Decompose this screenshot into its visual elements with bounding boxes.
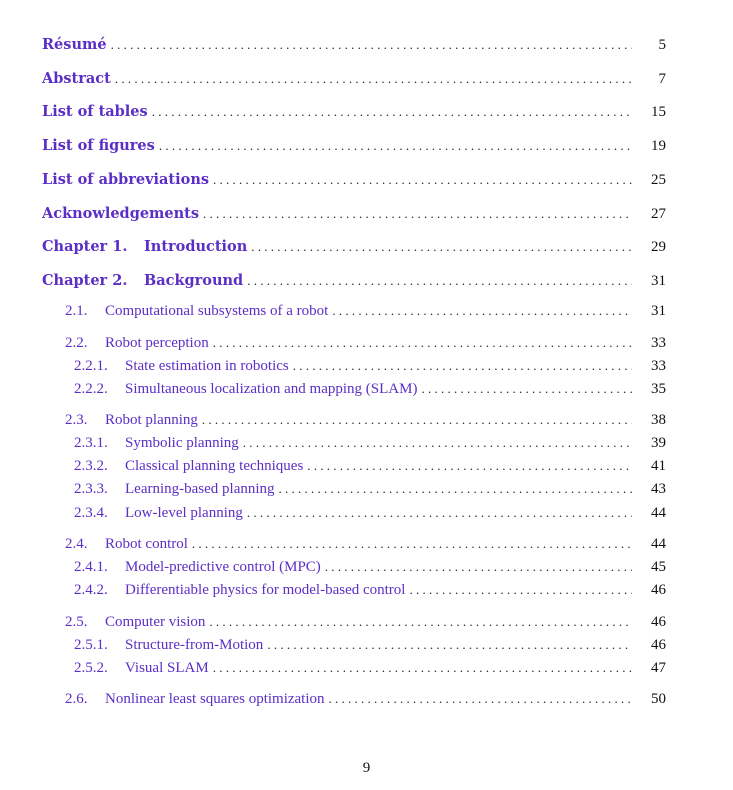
toc-entry-number: 2.3.2. xyxy=(74,458,108,474)
toc-entry[interactable] xyxy=(42,238,666,256)
toc-entry-title: List of abbreviations xyxy=(42,171,210,188)
dot-leader xyxy=(307,458,632,474)
toc-entry-page: 33 xyxy=(651,358,666,374)
toc-entry-number: 2.4.2. xyxy=(74,582,108,598)
toc-entry-title: List of figures xyxy=(42,137,155,154)
dot-leader xyxy=(329,691,632,707)
toc-entry-page: 41 xyxy=(651,458,666,474)
dot-leader xyxy=(115,71,632,87)
toc-entry-page: 7 xyxy=(658,71,666,87)
toc-entry-page: 33 xyxy=(651,335,666,351)
toc-entry-title: Learning-based planning xyxy=(125,481,275,497)
toc-entry[interactable] xyxy=(74,435,666,452)
toc-entry[interactable] xyxy=(65,303,666,320)
toc-entry-title: Background xyxy=(144,272,244,289)
toc-entry-title: List of tables xyxy=(42,103,148,120)
toc-entry-number: 2.3. xyxy=(65,412,88,428)
page-number: 9 xyxy=(362,760,371,776)
toc-entry-page: 46 xyxy=(651,582,666,598)
dot-leader xyxy=(213,335,632,351)
toc-entry-title: Classical planning techniques xyxy=(125,458,304,474)
toc-entry-page: 31 xyxy=(651,303,666,319)
toc-entry-number: 2.2. xyxy=(65,335,88,351)
toc-entry-number: 2.1. xyxy=(65,303,88,319)
toc-entry-number: Chapter 2. xyxy=(42,272,128,289)
toc-entry-number: 2.4.1. xyxy=(74,559,108,575)
toc-entry-number: 2.5.2. xyxy=(74,660,108,676)
toc-entry-page: 44 xyxy=(651,505,666,521)
dot-leader xyxy=(209,614,632,630)
dot-leader xyxy=(152,104,632,120)
toc-entry[interactable] xyxy=(74,481,666,498)
toc-entry-page: 5 xyxy=(658,37,666,53)
toc-entry-page: 31 xyxy=(651,273,666,289)
toc-entry-page: 38 xyxy=(651,412,666,428)
toc-entry-page: 39 xyxy=(651,435,666,451)
toc-entry[interactable] xyxy=(74,582,666,599)
toc-entry-title: Nonlinear least squares optimization xyxy=(105,691,325,707)
dot-leader xyxy=(293,358,632,374)
toc-entry-number: 2.2.2. xyxy=(74,381,108,397)
dot-leader xyxy=(325,559,632,575)
toc-entry-page: 35 xyxy=(651,381,666,397)
dot-leader xyxy=(213,660,632,676)
toc-entry-number: Chapter 1. xyxy=(42,238,128,255)
toc-entry-page: 25 xyxy=(651,172,666,188)
toc-entry[interactable] xyxy=(74,505,666,522)
dot-leader xyxy=(332,303,632,319)
toc-entry-title: Differentiable physics for model-based control xyxy=(125,582,406,598)
toc-entry[interactable] xyxy=(74,358,666,375)
dot-leader xyxy=(421,381,632,397)
toc-entry-number: 2.4. xyxy=(65,536,88,552)
toc-entry-number: 2.3.3. xyxy=(74,481,108,497)
toc-entry-page: 46 xyxy=(651,637,666,653)
toc-entry-page: 47 xyxy=(651,660,666,676)
toc-entry-title: Simultaneous localization and mapping (SLAM) xyxy=(125,381,418,397)
toc-entry[interactable] xyxy=(65,335,666,352)
toc-entry[interactable] xyxy=(42,36,666,54)
toc-entry[interactable] xyxy=(74,458,666,475)
toc-entry[interactable] xyxy=(74,381,666,398)
toc-entry[interactable] xyxy=(65,536,666,553)
toc-entry[interactable] xyxy=(42,205,666,223)
toc-entry-page: 15 xyxy=(651,104,666,120)
toc-entry-title: Introduction xyxy=(144,238,248,255)
toc-entry-title: Low-level planning xyxy=(125,505,243,521)
toc-entry[interactable] xyxy=(74,559,666,576)
toc-entry[interactable] xyxy=(42,171,666,189)
toc-entry-title: Robot control xyxy=(105,536,188,552)
toc-entry[interactable] xyxy=(42,70,666,88)
toc-entry-title: State estimation in robotics xyxy=(125,358,289,374)
toc-entry-page: 19 xyxy=(651,138,666,154)
toc-entry[interactable] xyxy=(42,272,666,290)
dot-leader xyxy=(251,239,632,255)
toc-entry-page: 27 xyxy=(651,206,666,222)
toc-entry[interactable] xyxy=(42,137,666,155)
toc-entry-title: Computational subsystems of a robot xyxy=(105,303,329,319)
toc-entry-number: 2.3.1. xyxy=(74,435,108,451)
dot-leader xyxy=(192,536,632,552)
dot-leader xyxy=(247,505,632,521)
toc-entry[interactable] xyxy=(74,637,666,654)
dot-leader xyxy=(267,637,632,653)
dot-leader xyxy=(203,206,632,222)
toc-entry-page: 45 xyxy=(651,559,666,575)
toc-entry[interactable] xyxy=(65,614,666,631)
toc-entry-title: Structure-from-Motion xyxy=(125,637,264,653)
toc-entry-title: Abstract xyxy=(42,70,111,87)
toc-entry-number: 2.6. xyxy=(65,691,88,707)
toc-entry[interactable] xyxy=(42,103,666,121)
toc-entry[interactable] xyxy=(74,660,666,677)
toc-entry[interactable] xyxy=(65,691,666,708)
toc-entry-page: 46 xyxy=(651,614,666,630)
toc-entry-number: 2.2.1. xyxy=(74,358,108,374)
toc-entry-title: Robot perception xyxy=(105,335,209,351)
toc-entry-page: 50 xyxy=(651,691,666,707)
toc-entry-page: 29 xyxy=(651,239,666,255)
dot-leader xyxy=(111,37,632,53)
dot-leader xyxy=(202,412,632,428)
toc-entry-title: Computer vision xyxy=(105,614,206,630)
dot-leader xyxy=(159,138,632,154)
toc-entry-title: Visual SLAM xyxy=(125,660,209,676)
dot-leader xyxy=(247,273,632,289)
toc-entry-title: Symbolic planning xyxy=(125,435,239,451)
dot-leader xyxy=(243,435,632,451)
toc-entry-title: Robot planning xyxy=(105,412,198,428)
toc-entry-page: 44 xyxy=(651,536,666,552)
toc-entry-title: Résumé xyxy=(42,36,107,53)
toc-entry-title: Acknowledgements xyxy=(42,205,200,222)
toc-entry[interactable] xyxy=(65,412,666,429)
toc-entry-number: 2.5. xyxy=(65,614,88,630)
toc-entry-title: Model-predictive control (MPC) xyxy=(125,559,321,575)
toc-entry-page: 43 xyxy=(651,481,666,497)
toc-entry-number: 2.5.1. xyxy=(74,637,108,653)
dot-leader xyxy=(409,582,632,598)
dot-leader xyxy=(213,172,632,188)
toc-entry-number: 2.3.4. xyxy=(74,505,108,521)
dot-leader xyxy=(279,481,632,497)
